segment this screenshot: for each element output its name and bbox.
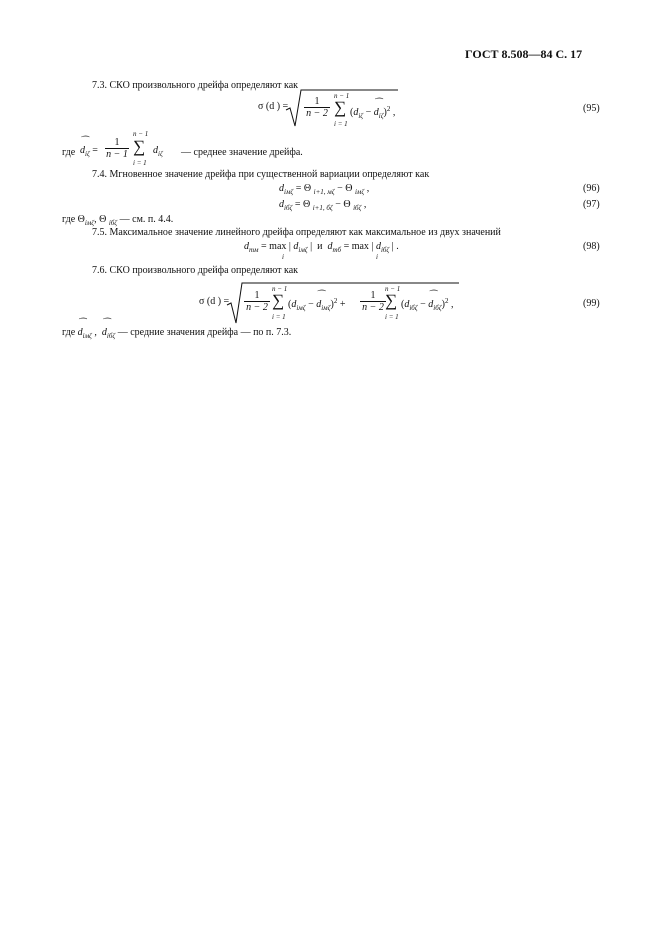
- eq95-body: ($d_{i\zeta}$ − ⁀ $d_{i\zeta})^2$ ,: [350, 105, 395, 120]
- eq95-numerator: 1: [314, 96, 320, 107]
- s73-where: где: [62, 147, 76, 158]
- section-7-3-intro: 7.3. СКО произвольного дрейфа определяют как: [92, 80, 299, 91]
- d-mean-sum-upper: n − 1: [133, 130, 149, 138]
- eq95-sum-lower: i = 1: [334, 120, 348, 128]
- eq98-number: (98): [583, 241, 600, 252]
- eq95-number: (95): [583, 103, 600, 114]
- eq99-term2: ($d_{iб\zeta}$ − ⁀ $d_{iб\zeta})^2$ ,: [401, 297, 453, 312]
- s73-note: — среднее значение дрейфа.: [181, 147, 303, 158]
- s76-where-line: где ⁀ $d_{iм\zeta}$ , ⁀ $d_{iб\zeta}$ — средние значения дрейфа — по п. 7.3.: [62, 327, 291, 340]
- section-7-6-intro: 7.6. СКО произвольного дрейфа определяют как: [92, 265, 299, 276]
- eq99-sum2-lower: i = 1: [385, 313, 399, 321]
- page-header: ГОСТ 8.508—84 С. 17: [465, 47, 583, 61]
- eq95-lhs: σ (d ) =: [258, 101, 289, 112]
- eq99-fraction-1: [244, 290, 270, 313]
- eq95-sum: ∑: [334, 98, 347, 117]
- section-7-5-intro: 7.5. Максимальное значение линейного дрейфа определяют как максимальное из двух значений: [92, 227, 501, 238]
- eq99-sum2: ∑: [385, 291, 398, 310]
- eq99-f2-num: 1: [370, 290, 376, 301]
- equation-96: $d_{iм\zeta} = \Theta$ $_{i+1, м\zeta}$ − Θ $_{iм\zeta}$ ,: [279, 183, 370, 196]
- eq99-fraction-2: [360, 290, 386, 313]
- section-7-4-intro: 7.4. Мгновенное значение дрейфа при существенной вариации определяют как: [92, 169, 430, 180]
- eq95-sum-upper: n − 1: [334, 92, 350, 100]
- eq99-term1: ($d_{iм\zeta}$ − ⁀ $d_{iм\zeta})^2$ +: [288, 297, 345, 312]
- eq95-denominator: n − 2: [304, 107, 330, 119]
- d-mean-lhs: ⁀ $d_{i\zeta}$ =: [80, 145, 98, 158]
- eq99-sum1: ∑: [272, 291, 285, 310]
- eq97-number: (97): [583, 199, 600, 210]
- eq99-f2-den: n − 2: [360, 301, 386, 313]
- d-mean-numerator: 1: [114, 137, 120, 148]
- d-mean-sum-lower: i = 1: [133, 159, 147, 167]
- d-mean-term: $d_{i\zeta}$: [153, 145, 163, 158]
- eq99-lhs: σ (d ) =: [199, 296, 230, 307]
- d-mean-sum: ∑: [133, 137, 146, 156]
- s74-note: — см. п. 4.4.: [119, 214, 174, 225]
- s74-where-label: где Θ: [62, 214, 85, 225]
- eq99-sum1-upper: n − 1: [272, 285, 288, 293]
- eq99-sum2-upper: n − 1: [385, 285, 401, 293]
- eq96-number: (96): [583, 183, 600, 194]
- d-mean-fraction: [105, 137, 129, 160]
- eq99-number: (99): [583, 298, 600, 309]
- eq98-max2-index: i: [376, 253, 378, 261]
- equation-98: $d_{mм} = \max$ | $d_{iм\zeta}$ | и $d_{mб} = \max$ | $d_{iб\zeta}$ | .: [244, 241, 399, 254]
- eq99-f1-den: n − 2: [244, 301, 270, 313]
- s76-note: — средние значения дрейфа — по п. 7.3.: [117, 327, 292, 338]
- equation-97: $d_{iб\zeta} = \Theta$ $_{i+1, б\zeta}$ − Θ $_{iб\zeta}$ ,: [279, 199, 367, 212]
- eq98-max1-index: i: [282, 253, 284, 261]
- eq99-sum1-lower: i = 1: [272, 313, 286, 321]
- d-mean-denominator: n − 1: [106, 149, 128, 160]
- eq99-f1-num: 1: [254, 290, 260, 301]
- eq95-fraction: [304, 96, 330, 119]
- s74-where: где $\Theta_{iм\zeta}$, Θ $_{iб\zeta}$ — см. п. 4.4.: [62, 214, 174, 227]
- s76-where-label: где: [62, 327, 76, 338]
